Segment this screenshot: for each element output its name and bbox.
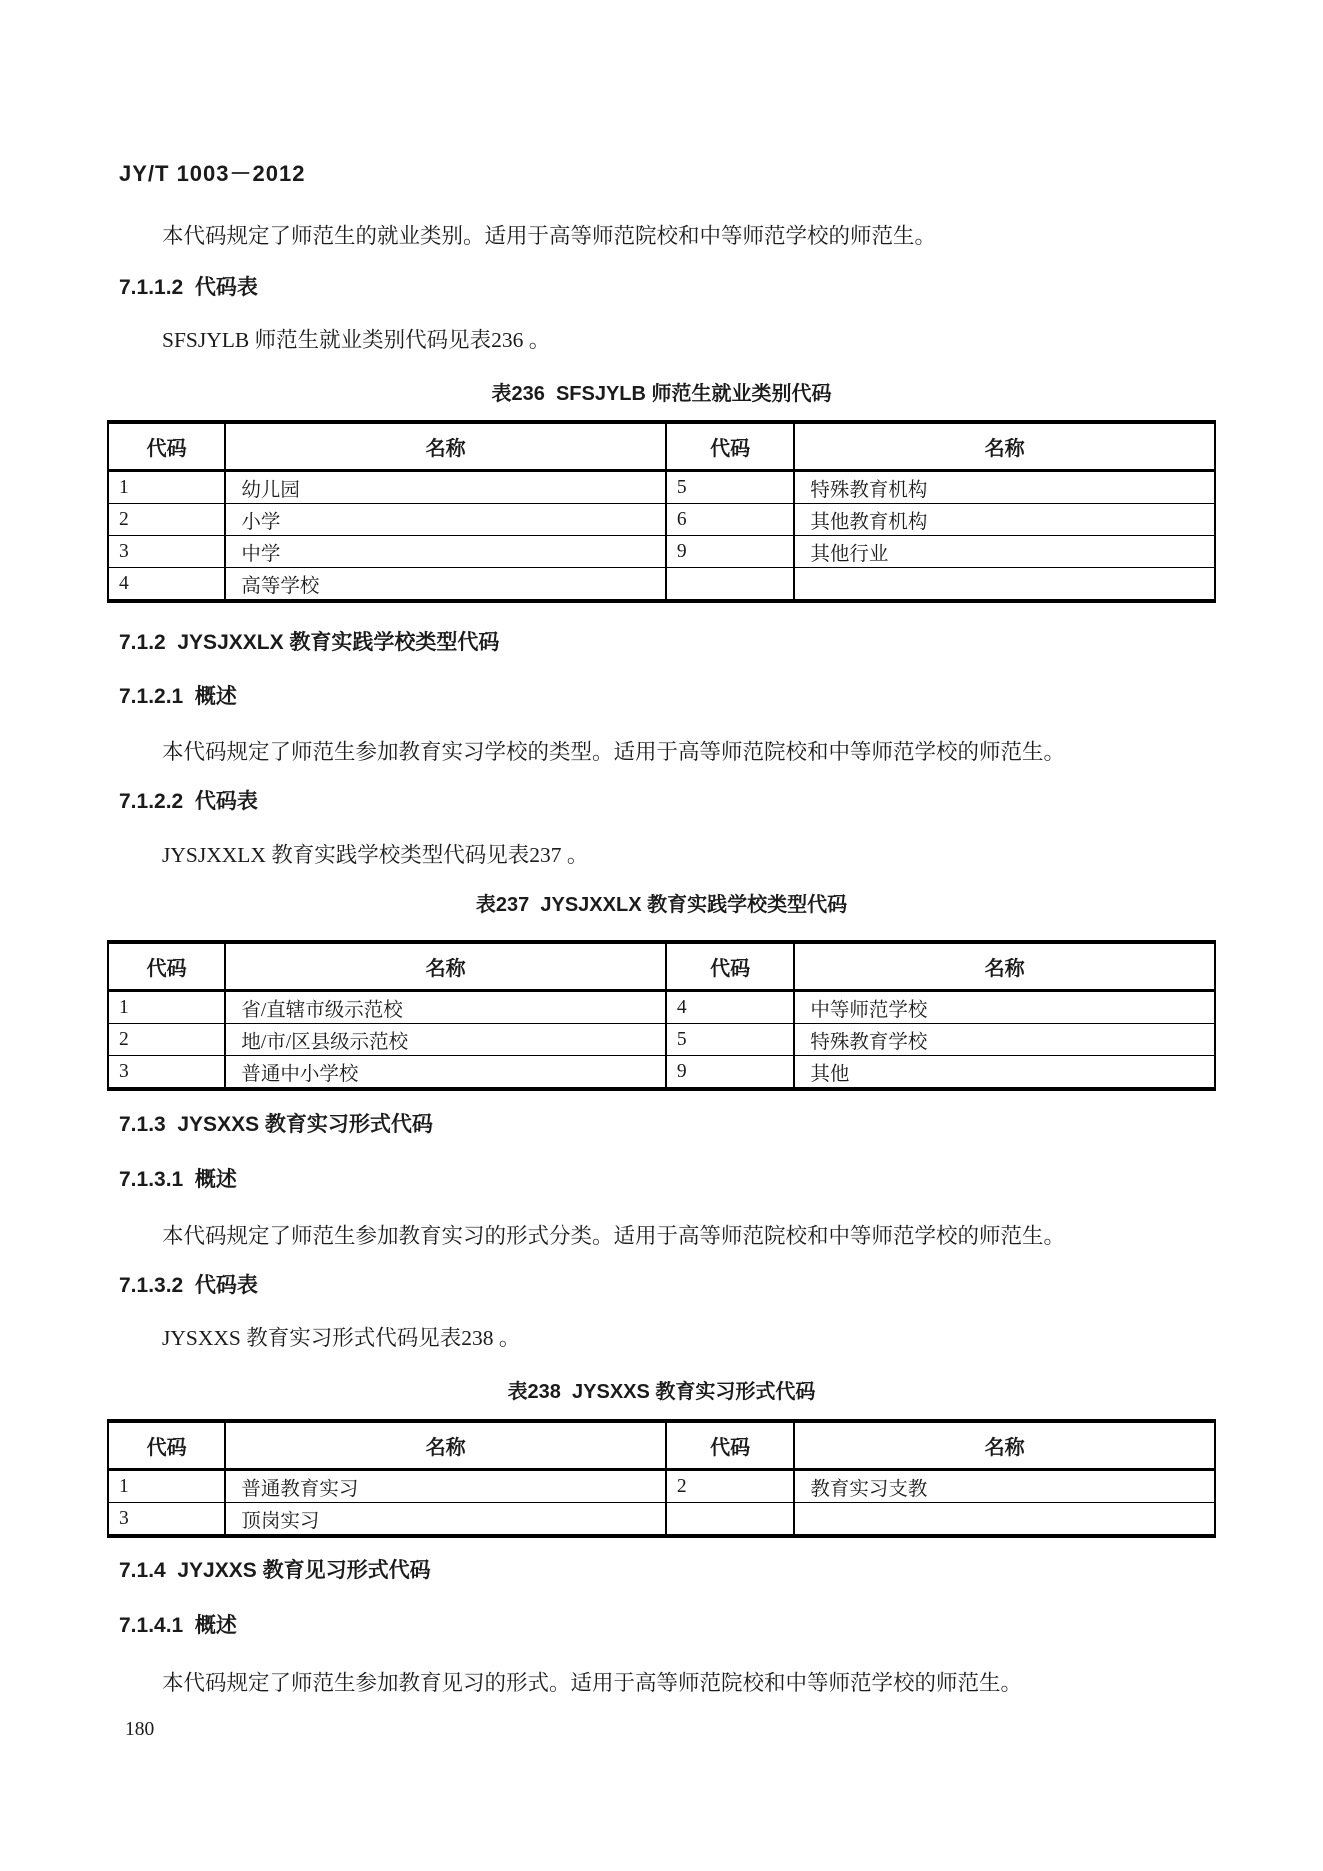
code-cell: 2 — [108, 504, 225, 536]
code-cell: 3 — [108, 1503, 225, 1537]
table-reference-238: JYSXXS 教育实习形式代码见表238 。 — [162, 1326, 521, 1350]
col-header-code: 代码 — [108, 422, 225, 471]
paragraph-scope-7131: 本代码规定了师范生参加教育实习的形式分类。适用于高等师范院校和中等师范学校的师范生。 — [162, 1224, 1066, 1248]
name-cell: 其他教育机构 — [794, 504, 1215, 536]
code-cell: 6 — [666, 504, 794, 536]
col-header-code: 代码 — [108, 942, 225, 991]
code-cell — [666, 1503, 794, 1537]
heading-7112: 7.1.1.2 代码表 — [119, 276, 258, 299]
table-row — [108, 991, 1215, 1024]
table-header-row — [108, 422, 1215, 471]
col-header-name: 名称 — [794, 422, 1215, 471]
paragraph-scope-7141: 本代码规定了师范生参加教育见习的形式。适用于高等师范院校和中等师范学校的师范生。 — [162, 1671, 1023, 1695]
name-cell: 特殊教育学校 — [794, 1024, 1215, 1056]
heading-714: 7.1.4 JYJXXS 教育见习形式代码 — [119, 1559, 431, 1582]
table-row — [108, 504, 1215, 536]
heading-712: 7.1.2 JYSJXXLX 教育实践学校类型代码 — [119, 631, 500, 654]
page-number: 180 — [125, 1719, 155, 1740]
name-cell: 其他 — [794, 1056, 1215, 1090]
col-header-name: 名称 — [794, 1421, 1215, 1470]
code-table-236 — [107, 420, 1216, 603]
name-cell: 省/直辖市级示范校 — [225, 991, 666, 1024]
name-cell: 小学 — [225, 504, 666, 536]
code-cell: 3 — [108, 1056, 225, 1090]
name-cell — [794, 1503, 1215, 1537]
table-caption-238: 表238 JYSXXS 教育实习形式代码 — [507, 1381, 816, 1403]
code-cell: 4 — [666, 991, 794, 1024]
doc-number: JY/T 1003－2012 — [119, 161, 306, 186]
col-header-name: 名称 — [225, 1421, 666, 1470]
heading-7122: 7.1.2.2 代码表 — [119, 790, 258, 813]
heading-713: 7.1.3 JYSXXS 教育实习形式代码 — [119, 1113, 433, 1136]
name-cell: 普通教育实习 — [225, 1470, 666, 1503]
table-row — [108, 568, 1215, 602]
heading-7141: 7.1.4.1 概述 — [119, 1614, 237, 1637]
code-cell: 2 — [108, 1024, 225, 1056]
name-cell: 普通中小学校 — [225, 1056, 666, 1090]
table-row — [108, 1503, 1215, 1537]
code-cell: 4 — [108, 568, 225, 602]
paragraph-scope-7111: 本代码规定了师范生的就业类别。适用于高等师范院校和中等师范学校的师范生。 — [162, 224, 937, 248]
code-table-238 — [107, 1419, 1216, 1538]
code-cell: 1 — [108, 1470, 225, 1503]
table-caption-237: 表237 JYSJXXLX 教育实践学校类型代码 — [475, 894, 848, 916]
table-caption-236: 表236 SFSJYLB 师范生就业类别代码 — [491, 383, 832, 405]
col-header-name: 名称 — [225, 422, 666, 471]
code-cell: 9 — [666, 536, 794, 568]
col-header-name: 名称 — [225, 942, 666, 991]
code-cell: 5 — [666, 1024, 794, 1056]
paragraph-scope-7121: 本代码规定了师范生参加教育实习学校的类型。适用于高等师范院校和中等师范学校的师范生。 — [162, 740, 1066, 764]
table-header-row — [108, 942, 1215, 991]
table-header-row — [108, 1421, 1215, 1470]
table-reference-237: JYSJXXLX 教育实践学校类型代码见表237 。 — [162, 843, 589, 867]
code-cell: 1 — [108, 991, 225, 1024]
code-cell: 2 — [666, 1470, 794, 1503]
name-cell: 教育实习支教 — [794, 1470, 1215, 1503]
table-row — [108, 536, 1215, 568]
code-cell — [666, 568, 794, 602]
heading-7132: 7.1.3.2 代码表 — [119, 1274, 258, 1297]
table-row — [108, 471, 1215, 504]
name-cell: 中学 — [225, 536, 666, 568]
name-cell: 特殊教育机构 — [794, 471, 1215, 504]
name-cell — [794, 568, 1215, 602]
name-cell: 顶岗实习 — [225, 1503, 666, 1537]
heading-7121: 7.1.2.1 概述 — [119, 685, 237, 708]
code-cell: 3 — [108, 536, 225, 568]
name-cell: 中等师范学校 — [794, 991, 1215, 1024]
table-row — [108, 1470, 1215, 1503]
table-row — [108, 1024, 1215, 1056]
code-cell: 1 — [108, 471, 225, 504]
code-table-237 — [107, 940, 1216, 1091]
code-cell: 9 — [666, 1056, 794, 1090]
name-cell: 其他行业 — [794, 536, 1215, 568]
name-cell: 地/市/区县级示范校 — [225, 1024, 666, 1056]
code-cell: 5 — [666, 471, 794, 504]
name-cell: 高等学校 — [225, 568, 666, 602]
name-cell: 幼儿园 — [225, 471, 666, 504]
col-header-name: 名称 — [794, 942, 1215, 991]
table-reference-236: SFSJYLB 师范生就业类别代码见表236 。 — [162, 328, 551, 352]
heading-7131: 7.1.3.1 概述 — [119, 1168, 237, 1191]
col-header-code: 代码 — [108, 1421, 225, 1470]
col-header-code: 代码 — [666, 942, 794, 991]
col-header-code: 代码 — [666, 1421, 794, 1470]
col-header-code: 代码 — [666, 422, 794, 471]
table-row — [108, 1056, 1215, 1090]
